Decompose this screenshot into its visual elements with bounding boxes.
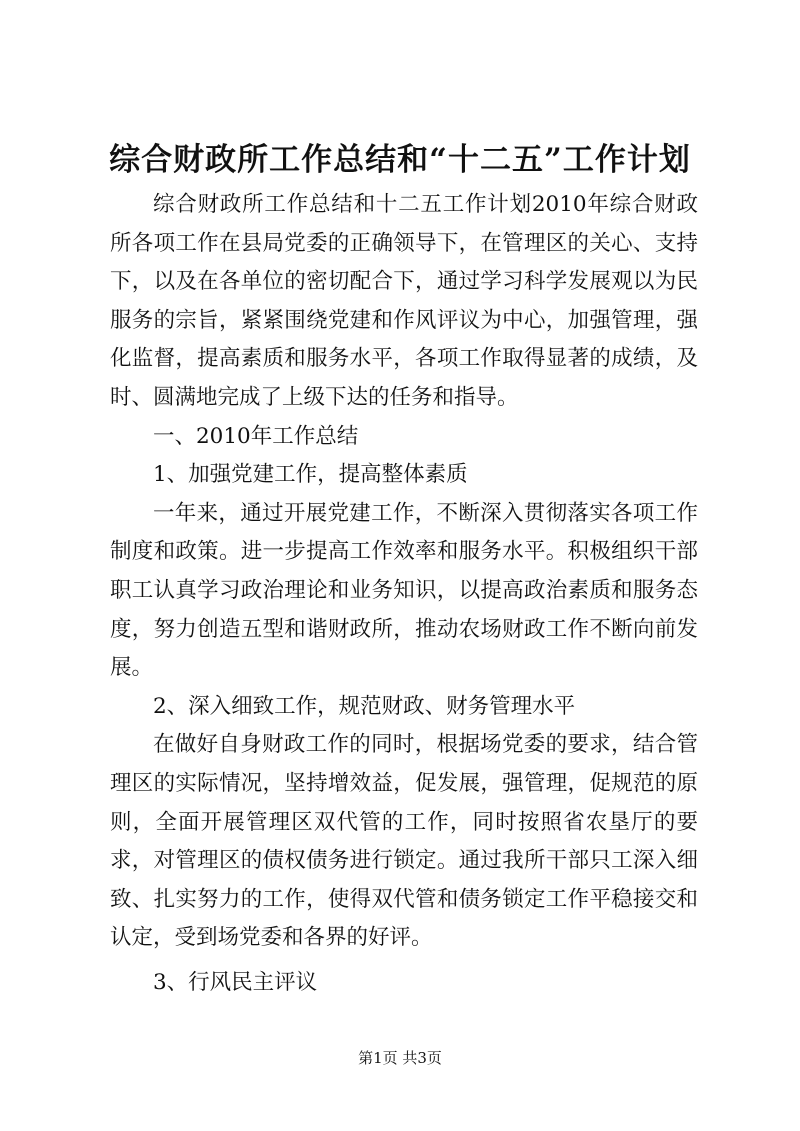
intro-paragraph: 综合财政所工作总结和十二五工作计划2010年综合财政所各项工作在县局党委的正确领导下，在管理区的关心、支持下，以及在各单位的密切配合下，通过学习科学发展观以为民服务的宗旨，紧紧围绕党建和作风评议为中心，加强管理，强化监督，提高素质和服务水平，各项工作取得显著的成绩，及时、圆满地完成了上级下达的任务和指导。 xyxy=(110,192,698,410)
party-building-paragraph: 一年来，通过开展党建工作，不断深入贯彻落实各项工作制度和政策。进一步提高工作效率和服务水平。积极组织干部职工认真学习政治理论和业务知识，以提高政治素质和服务态度，努力创造五型和谐财政所，推动农场财政工作不断向前发展。 xyxy=(110,500,698,681)
subheading-conduct-review: 3、行风民主评议 xyxy=(153,969,318,995)
finance-management-paragraph: 在做好自身财政工作的同时，根据场党委的要求，结合管理区的实际情况，坚持增效益，促发展，强管理，促规范的原则，全面开展管理区双代管的工作，同时按照省农垦厅的要求，对管理区的债权债务进行锁定。通过我所干部只工深入细致、扎实努力的工作，使得双代管和债务锁定工作平稳接交和认定，受到场党委和各界的好评。 xyxy=(110,732,698,951)
page-number-footer: 第1页 共3页 xyxy=(358,1049,442,1067)
document-body xyxy=(110,186,698,1002)
section-heading-summary: 一、2010年工作总结 xyxy=(153,423,359,449)
subheading-party-building: 1、加强党建工作，提高整体素质 xyxy=(153,462,468,488)
document-title: 综合财政所工作总结和“十二五”工作计划 xyxy=(109,142,691,178)
subheading-finance-management: 2、深入细致工作，规范财政、财务管理水平 xyxy=(153,693,576,719)
